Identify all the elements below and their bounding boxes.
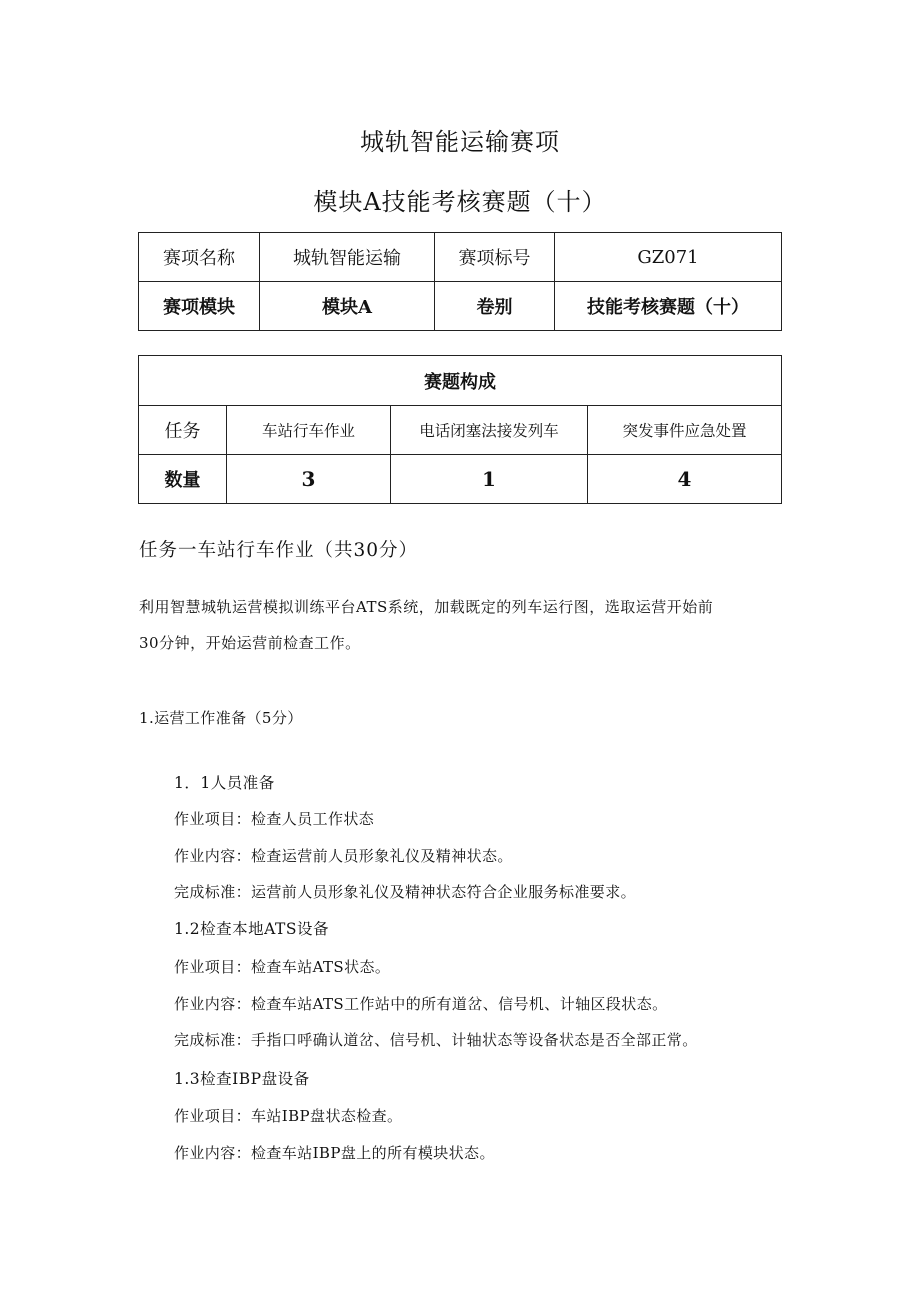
sub1-project: 作业项目：检查人员工作状态 — [174, 810, 375, 828]
info-label-paper-type: 卷别 — [435, 282, 555, 331]
document-title-line1: 城轨智能运输赛项 — [360, 128, 560, 156]
sub2-content: 作业内容：检查车站ATS工作站中的所有道岔、信号机、计轴区段状态。 — [174, 995, 668, 1013]
task-2: 电话闭塞法接发列车 — [391, 406, 588, 455]
info-value-module: 模块A — [260, 282, 435, 331]
sub1-content: 作业内容：检查运营前人员形象礼仪及精神状态。 — [174, 847, 513, 865]
sub2-heading: 1.2检查本地ATS设备 — [174, 920, 329, 938]
count-3: 4 — [588, 455, 782, 504]
info-row-1 — [139, 233, 782, 282]
info-label-module: 赛项模块 — [139, 282, 260, 331]
info-value-paper-type: 技能考核赛题（十） — [555, 282, 782, 331]
count-label: 数量 — [139, 455, 227, 504]
sub2-standard: 完成标准：手指口呼确认道岔、信号机、计轴状态等设备状态是否全部正常。 — [174, 1031, 698, 1049]
composition-table — [138, 355, 782, 504]
composition-header-row — [139, 356, 782, 406]
info-table — [138, 232, 782, 331]
intro-line-1: 利用智慧城轨运营模拟训练平台ATS系统，加载既定的列车运行图，选取运营开始前 — [139, 598, 714, 616]
composition-header: 赛题构成 — [139, 356, 782, 406]
sub3-project: 作业项目：车站IBP盘状态检查。 — [174, 1107, 403, 1125]
composition-count-row — [139, 455, 782, 504]
task-3: 突发事件应急处置 — [588, 406, 782, 455]
sub3-content: 作业内容：检查车站IBP盘上的所有模块状态。 — [174, 1144, 495, 1162]
info-row-2 — [139, 282, 782, 331]
sub2-project: 作业项目：检查车站ATS状态。 — [174, 958, 391, 976]
sub3-heading: 1.3检查IBP盘设备 — [174, 1070, 310, 1088]
document-title-line2: 模块A技能考核赛题（十） — [313, 188, 607, 216]
intro-line-2: 30分钟，开始运营前检查工作。 — [139, 634, 361, 652]
sub1-heading: 1．1人员准备 — [174, 774, 275, 792]
info-value-event-name: 城轨智能运输 — [260, 233, 435, 282]
item1-heading: 1.运营工作准备（5分） — [139, 709, 303, 727]
sub1-standard: 完成标准：运营前人员形象礼仪及精神状态符合企业服务标准要求。 — [174, 883, 637, 901]
count-1: 3 — [227, 455, 391, 504]
info-value-event-code: GZ071 — [555, 233, 782, 282]
task-1: 车站行车作业 — [227, 406, 391, 455]
section-heading: 任务一车站行车作业（共30分） — [139, 540, 419, 561]
info-label-event-code: 赛项标号 — [435, 233, 555, 282]
count-2: 1 — [391, 455, 588, 504]
composition-task-row — [139, 406, 782, 455]
info-label-event-name: 赛项名称 — [139, 233, 260, 282]
task-label: 任务 — [139, 406, 227, 455]
